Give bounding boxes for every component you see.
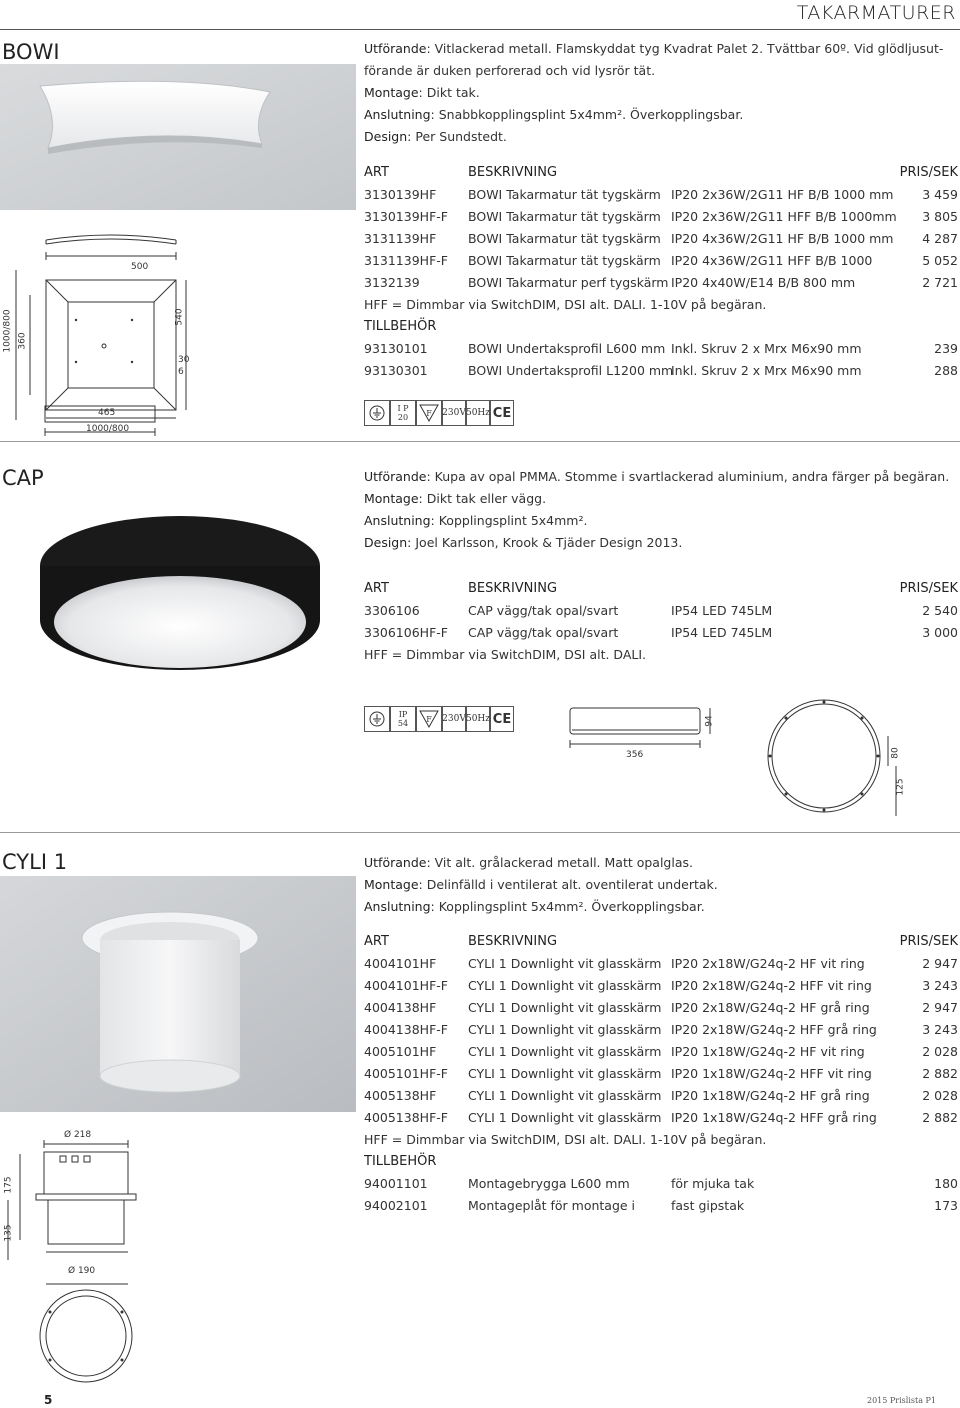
cell-spec: IP20 1x18W/G24q-2 HF vit ring [671, 1044, 865, 1059]
cell-spec: IP20 1x18W/G24q-2 HFF vit ring [671, 1066, 872, 1081]
cell-price: 173 [934, 1198, 958, 1213]
cap-side-drawing [560, 700, 730, 770]
bowi-description [364, 38, 943, 148]
cell-desc: CYLI 1 Downlight vit glasskärm [468, 956, 662, 971]
cell-desc: CYLI 1 Downlight vit glasskärm [468, 1022, 662, 1037]
cap-photo [30, 500, 330, 690]
table-row [364, 206, 958, 228]
cell-desc: BOWI Takarmatur tät tygskärm [468, 231, 661, 246]
cell-price: 2 882 [922, 1066, 958, 1081]
cyli-photo [0, 876, 356, 1112]
table-row [364, 228, 958, 250]
cyli-dim-218: Ø 218 [64, 1130, 92, 1140]
bowi-dim-540: 540 [174, 308, 185, 326]
cell-art: 4004101HF-F [364, 978, 448, 993]
cell-desc: BOWI Undertaksprofil L600 mm [468, 341, 666, 356]
cap-description [364, 466, 949, 554]
cap-price-table [364, 578, 958, 666]
cyli-note: HFF = Dimmbar via SwitchDIM, DSI alt. DALI. 1-10V på begäran. [364, 1132, 767, 1147]
cap-dim-80: 80 [890, 747, 901, 759]
table-row [364, 1107, 958, 1129]
cell-art: 4005101HF [364, 1044, 437, 1059]
cell-art: 93130301 [364, 363, 428, 378]
cell-desc: BOWI Takarmatur tät tygskärm [468, 209, 661, 224]
cell-price: 2 947 [922, 1000, 958, 1015]
cell-price: 4 287 [922, 231, 958, 246]
cyli-dim-135: 135 [3, 1224, 14, 1242]
ce-mark-icon: CE [490, 400, 514, 426]
table-row [364, 184, 958, 206]
bowi-dim-465: 465 [98, 408, 116, 418]
cell-price: 3 805 [922, 209, 958, 224]
cyli-title: CYLI 1 [2, 850, 68, 874]
cap-note: HFF = Dimmbar via SwitchDIM, DSI alt. DALI. [364, 647, 647, 662]
f-mark-icon: F [416, 706, 442, 732]
bowi-certification-icons [364, 400, 514, 426]
bowi-desc-line: Montage: Dikt tak. [364, 85, 480, 100]
cell-art: 3130139HF-F [364, 209, 448, 224]
cyli-dim-175: 175 [3, 1176, 14, 1194]
cell-spec: IP54 LED 745LM [671, 603, 773, 618]
cap-dim-125: 125 [895, 778, 906, 796]
cell-spec: IP20 2x18W/G24q-2 HFF vit ring [671, 978, 872, 993]
cell-price: 3 243 [922, 978, 958, 993]
cell-price: 2 721 [922, 275, 958, 290]
cell-desc: Montagebrygga L600 mm [468, 1176, 630, 1191]
cell-art: 4005101HF-F [364, 1066, 448, 1081]
cell-art: 94001101 [364, 1176, 428, 1191]
bowi-desc-line: förande är duken perforerad och vid lysrör tät. [364, 63, 656, 78]
cell-spec: IP54 LED 745LM [671, 625, 773, 640]
header-rule [0, 29, 960, 30]
cell-price: 5 052 [922, 253, 958, 268]
cell-desc: CAP vägg/tak opal/svart [468, 625, 619, 640]
cyli-desc-line: Anslutning: Kopplingsplint 5x4mm². Överkopplingsbar. [364, 899, 705, 914]
cell-art: 3132139 [364, 275, 420, 290]
cyli-description [364, 852, 718, 918]
cell-spec: Inkl. Skruv 2 x Mrx M6x90 mm [671, 341, 862, 356]
cell-desc: CYLI 1 Downlight vit glasskärm [468, 1088, 662, 1103]
frequency-icon: 50Hz [466, 400, 490, 426]
bowi-dim-6: 6 [178, 367, 184, 377]
table-row [364, 997, 958, 1019]
cyli-accessories-title: TILLBEHÖR [364, 1154, 437, 1169]
f-mark-icon: F [416, 400, 442, 426]
cell-spec: Inkl. Skruv 2 x Mrx M6x90 mm [671, 363, 862, 378]
table-row [364, 975, 958, 997]
table-row [364, 1063, 958, 1085]
cell-desc: BOWI Takarmatur tät tygskärm [468, 253, 661, 268]
cell-spec: för mjuka tak [671, 1176, 755, 1191]
ground-icon [364, 400, 390, 426]
footer-label: 2015 Prislista P1 [867, 1396, 936, 1405]
cell-desc: BOWI Takarmatur tät tygskärm [468, 187, 661, 202]
cell-spec: IP20 4x36W/2G11 HFF B/B 1000 [671, 253, 873, 268]
bowi-dim-1000-800-vertical: 1000/800 [2, 309, 13, 353]
cap-top-drawing [752, 696, 902, 826]
bowi-desc-line: Design: Per Sundstedt. [364, 129, 507, 144]
cell-desc: BOWI Takarmatur perf tygskärm [468, 275, 669, 290]
table-row [364, 1173, 958, 1195]
cyli-desc-line: Montage: Delinfälld i ventilerat alt. oventilerat undertak. [364, 877, 718, 892]
voltage-icon: 230V [442, 706, 466, 732]
page-header [0, 0, 960, 30]
table-header: ART BESKRIVNING PRIS/SEK [364, 581, 958, 596]
cyli-desc-line: Utförande: Vit alt. grålackerad metall. Matt opalglas. [364, 855, 693, 870]
bowi-dim-1000-800-horizontal: 1000/800 [86, 424, 130, 434]
cyli-dim-190: Ø 190 [68, 1266, 96, 1276]
table-row [364, 953, 958, 975]
table-row [364, 250, 958, 272]
cell-price: 3 000 [922, 625, 958, 640]
cell-spec: IP20 1x18W/G24q-2 HF grå ring [671, 1088, 870, 1103]
cell-desc: CYLI 1 Downlight vit glasskärm [468, 1000, 662, 1015]
cell-art: 93130101 [364, 341, 428, 356]
cell-desc: CYLI 1 Downlight vit glasskärm [468, 1110, 662, 1125]
cell-spec: IP20 2x18W/G24q-2 HF vit ring [671, 956, 865, 971]
table-row [364, 1041, 958, 1063]
cap-desc-line: Montage: Dikt tak eller vägg. [364, 491, 547, 506]
cell-price: 3 459 [922, 187, 958, 202]
cell-spec: IP20 2x18W/G24q-2 HFF grå ring [671, 1022, 877, 1037]
cell-desc: CYLI 1 Downlight vit glasskärm [468, 978, 662, 993]
cell-art: 3306106HF-F [364, 625, 448, 640]
bowi-desc-line: Anslutning: Snabbkopplingsplint 5x4mm². Överkopplingsbar. [364, 107, 744, 122]
cell-spec: fast gipstak [671, 1198, 745, 1213]
cell-spec: IP20 4x40W/E14 B/B 800 mm [671, 275, 856, 290]
bowi-dim-30: 30 [178, 355, 190, 365]
frequency-icon: 50Hz [466, 706, 490, 732]
bowi-desc-line: Utförande: Vitlackerad metall. Flamskyddat tyg Kvadrat Palet 2. Tvättbar 60º. Vid glödljusut- [364, 41, 944, 56]
bowi-accessories-title: TILLBEHÖR [364, 319, 437, 334]
table-row [364, 1085, 958, 1107]
ip-rating-icon: I P 20 [390, 400, 416, 426]
cell-price: 2 028 [922, 1044, 958, 1059]
table-row [364, 1019, 958, 1041]
cell-art: 4005138HF-F [364, 1110, 448, 1125]
cap-desc-line: Anslutning: Kopplingsplint 5x4mm². [364, 513, 588, 528]
cell-price: 180 [934, 1176, 958, 1191]
cyli-side-drawing [0, 1120, 140, 1270]
cell-spec: IP20 2x36W/2G11 HFF B/B 1000mm [671, 209, 897, 224]
cyli-price-table [364, 931, 958, 1217]
ce-mark-icon: CE [490, 706, 514, 732]
bowi-dim-500: 500 [131, 262, 149, 272]
cell-desc: CYLI 1 Downlight vit glasskärm [468, 1066, 662, 1081]
cell-spec: IP20 4x36W/2G11 HF B/B 1000 mm [671, 231, 894, 246]
table-header: ART BESKRIVNING PRIS/SEK [364, 165, 958, 180]
table-header: ART BESKRIVNING PRIS/SEK [364, 934, 958, 949]
cell-price: 2 882 [922, 1110, 958, 1125]
cell-desc: BOWI Undertaksprofil L1200 mm [468, 363, 674, 378]
header-title: TAKARMATURER [796, 2, 956, 24]
cell-art: 3131139HF-F [364, 253, 448, 268]
cell-spec: IP20 2x36W/2G11 HF B/B 1000 mm [671, 187, 894, 202]
cap-dim-356: 356 [626, 750, 644, 760]
cyli-bottom-drawing [20, 1276, 140, 1386]
cap-dim-94: 94 [704, 715, 715, 727]
cell-art: 94002101 [364, 1198, 428, 1213]
table-row [364, 1195, 958, 1217]
table-row [364, 338, 958, 360]
bowi-price-table [364, 162, 958, 382]
section-divider [0, 441, 960, 442]
bowi-title: BOWI [2, 40, 60, 64]
table-row [364, 600, 958, 622]
cell-desc: CAP vägg/tak opal/svart [468, 603, 619, 618]
table-row [364, 272, 958, 294]
ip-rating-icon: IP 54 [390, 706, 416, 732]
section-divider [0, 832, 960, 833]
cell-spec: IP20 1x18W/G24q-2 HFF grå ring [671, 1110, 877, 1125]
page-number: 5 [44, 1393, 53, 1407]
cell-art: 3131139HF [364, 231, 437, 246]
table-row [364, 360, 958, 382]
voltage-icon: 230V [442, 400, 466, 426]
cell-spec: IP20 2x18W/G24q-2 HF grå ring [671, 1000, 870, 1015]
cell-price: 2 947 [922, 956, 958, 971]
cell-price: 2 540 [922, 603, 958, 618]
cell-price: 288 [934, 363, 958, 378]
bowi-note: HFF = Dimmbar via SwitchDIM, DSI alt. DALI. 1-10V på begäran. [364, 297, 767, 312]
cell-art: 3130139HF [364, 187, 437, 202]
bowi-dim-360: 360 [17, 332, 28, 350]
cell-price: 2 028 [922, 1088, 958, 1103]
cap-desc-line: Design: Joel Karlsson, Krook & Tjäder Design 2013. [364, 535, 683, 550]
cap-certification-icons [364, 706, 514, 732]
cell-art: 4004101HF [364, 956, 437, 971]
ground-icon [364, 706, 390, 732]
cell-price: 3 243 [922, 1022, 958, 1037]
cap-desc-line: Utförande: Kupa av opal PMMA. Stomme i svartlackerad aluminium, andra färger på begäran. [364, 469, 950, 484]
table-row [364, 622, 958, 644]
cell-desc: Montageplåt för montage i [468, 1198, 636, 1213]
cell-price: 239 [934, 341, 958, 356]
cell-desc: CYLI 1 Downlight vit glasskärm [468, 1044, 662, 1059]
cell-art: 4005138HF [364, 1088, 437, 1103]
cell-art: 3306106 [364, 603, 420, 618]
cell-art: 4004138HF [364, 1000, 437, 1015]
cap-title: CAP [2, 466, 44, 490]
cell-art: 4004138HF-F [364, 1022, 448, 1037]
bowi-photo [0, 64, 356, 210]
